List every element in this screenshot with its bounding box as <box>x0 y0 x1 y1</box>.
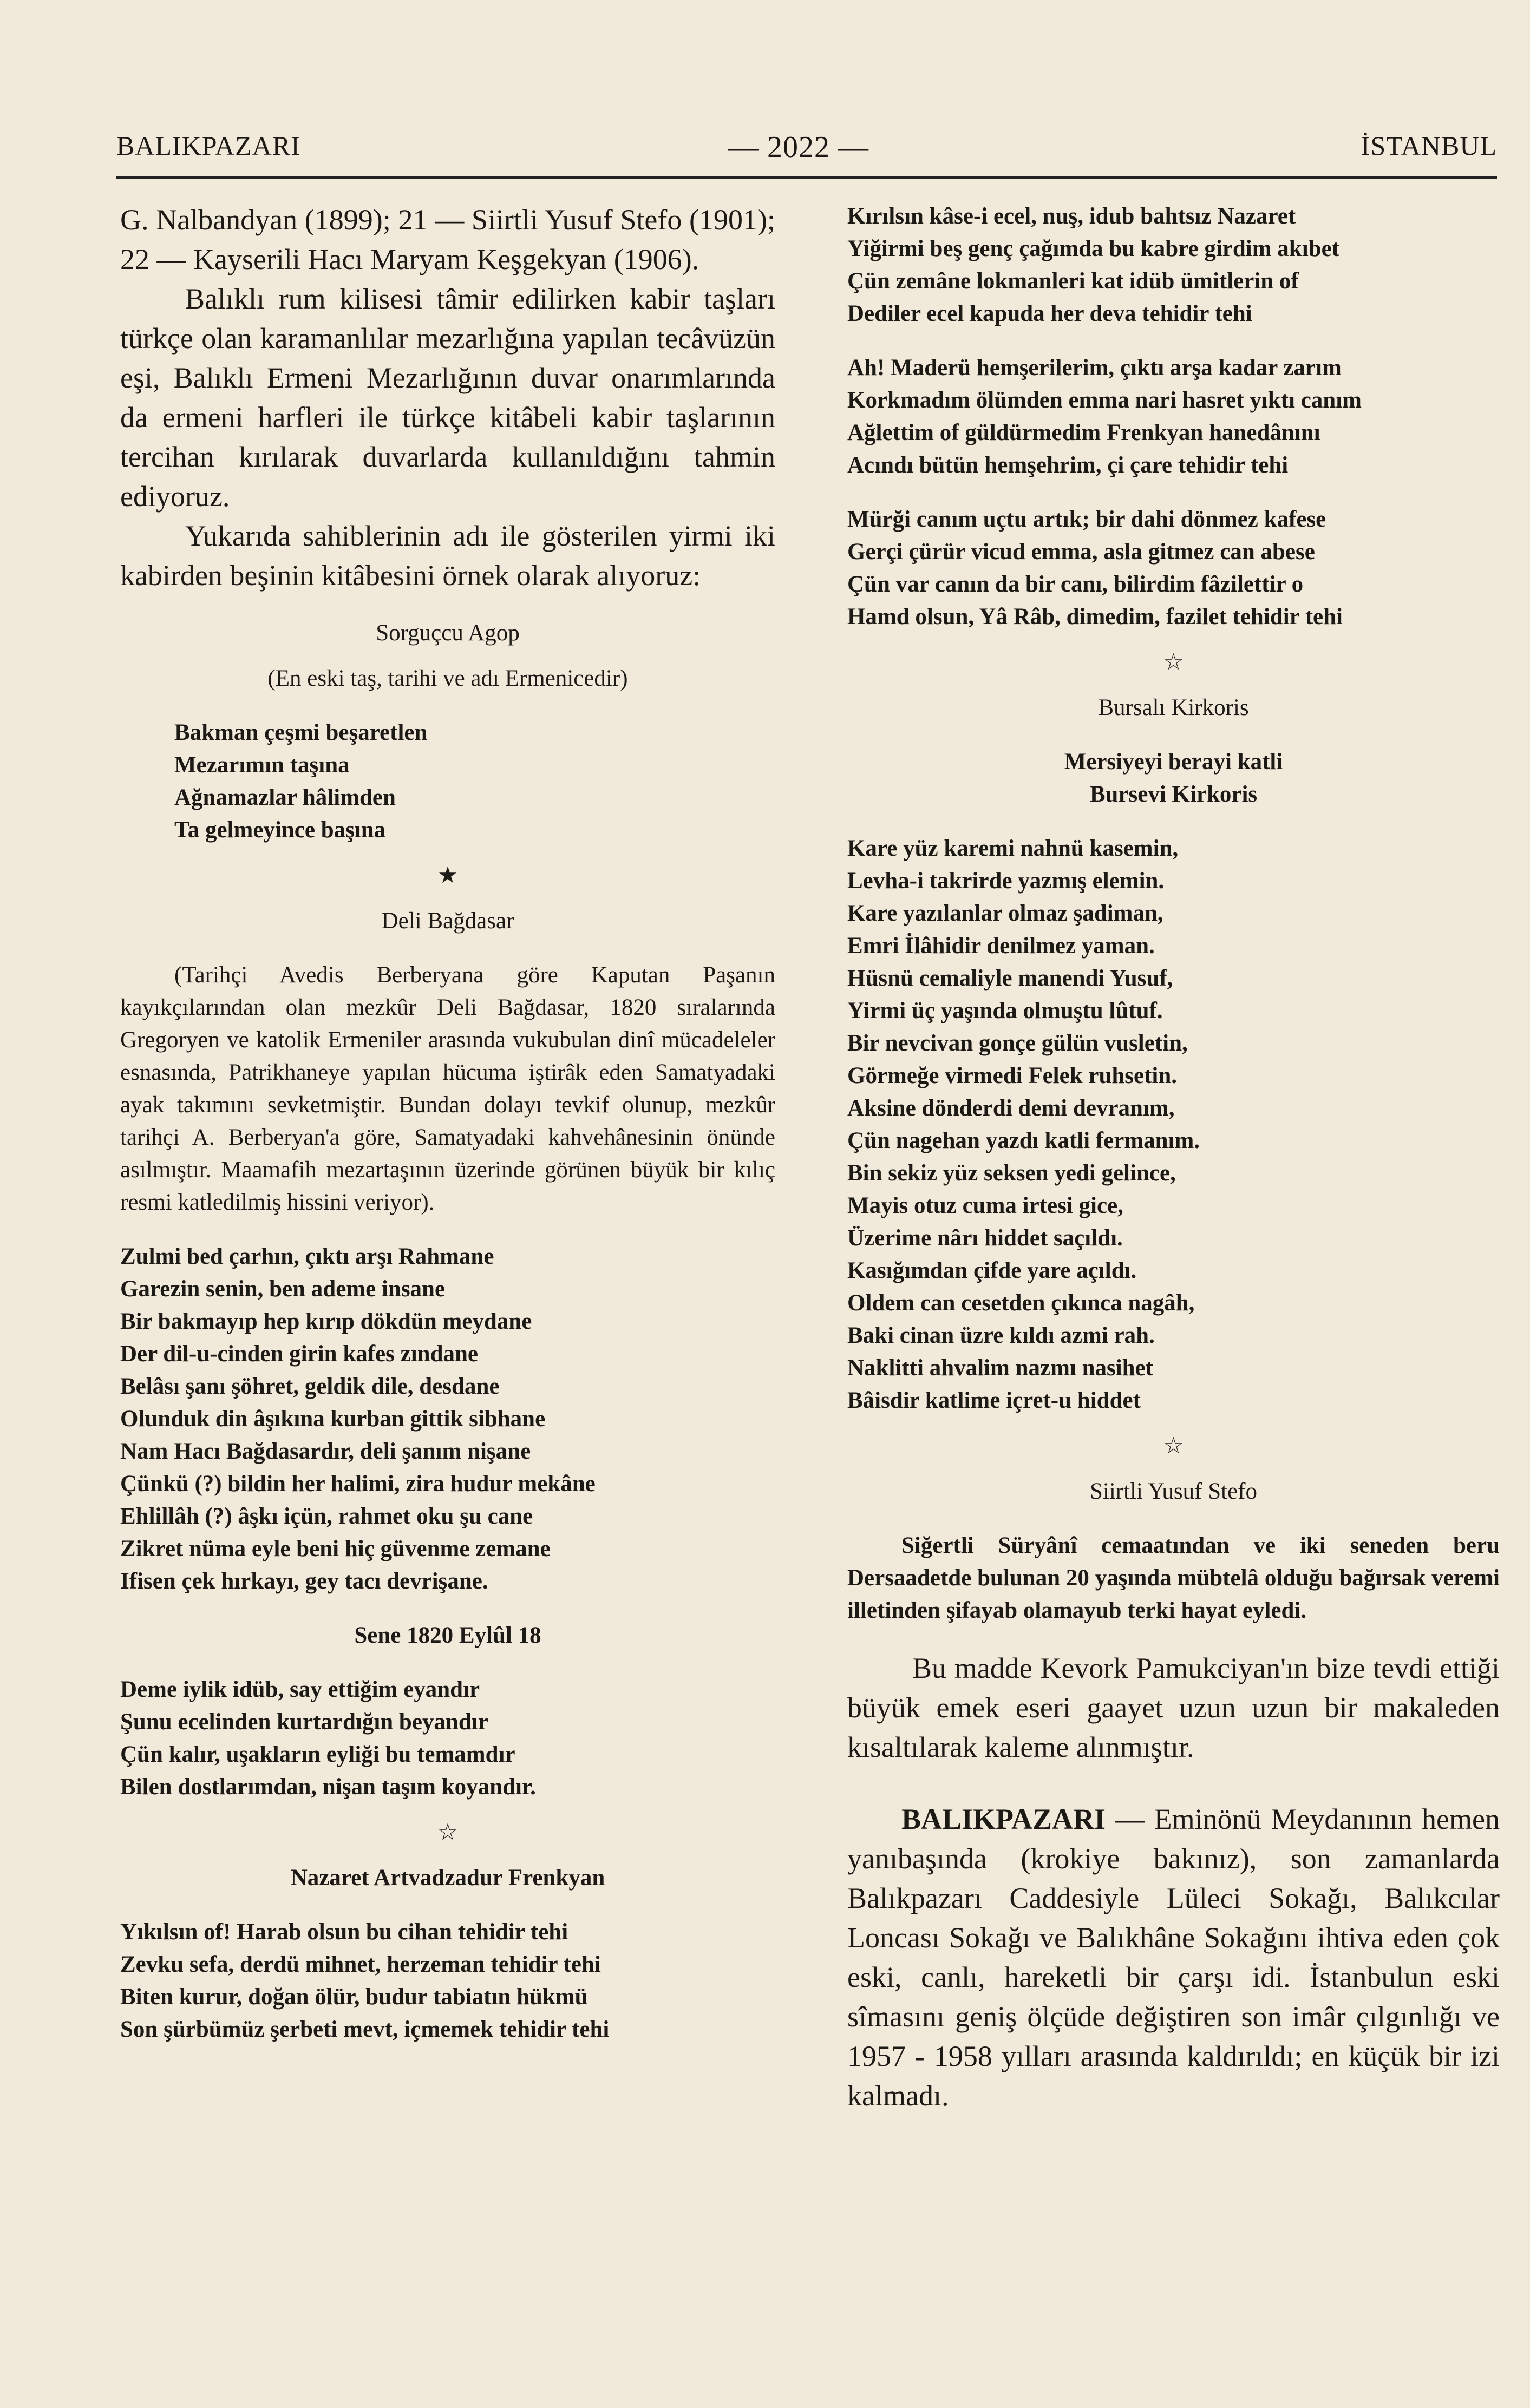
poem-line: Ta gelmeyince başına <box>174 817 386 843</box>
poem-line: Korkmadım ölümden emma nari hasret yıktı canım <box>847 388 1362 413</box>
poem-line: Naklitti ahvalim nazmı nasihet <box>847 1355 1154 1381</box>
deli-note: (Tarihçi Avedis Berberyana göre Kaputan Paşanın kayıkçılarından olan mezkûr Deli Bağdasar, 1820 sıralarında Gregoryen ve katolik Ermeniler arasında vukubulan dinî mücadeleler esnasında, Patrikhaneye yapılan hücuma iştirâk eden Samatyadaki ayak takımını sevketmiştir. Bundan dolayı tevkif olunup, mezkûr tarihçi A. Berberyan'a göre, Samatyadaki kahvehânesinin önünde asılmıştır. Maamafih mezartaşının üzerinde görünen büyük bir kılıç resmi katledilmiş hissini veriyor). <box>120 962 775 1215</box>
poem-line: Mezarımın taşına <box>174 752 350 778</box>
poem-line: Biten kurur, doğan ölür, budur tabiatın hükmü <box>120 1984 588 2010</box>
poem-line: Gerçi çürür vicud emma, asla gitmez can abese <box>847 539 1315 565</box>
poem-line: Kırılsın kâse-i ecel, nuş, idub bahtsız Nazaret <box>847 204 1296 229</box>
poem-line: Ağlettim of güldürmedim Frenkyan hanedânını <box>847 420 1320 445</box>
poem-line: Zevku sefa, derdü mihnet, herzeman tehidir tehi <box>120 1952 601 1977</box>
paragraph-1: Balıklı rum kilisesi tâmir edilirken kabir taşları türkçe olan karamanlılar mezarlığına yapılan tecâvüzün eşi, Balıklı Ermeni Mezarlığının duvar onarımlarında da ermeni harfleri ile türkçe kitâbeli kabir taşlarının tercihan kırılarak duvarlarda kullanıldığını tahmin ediyoruz. <box>120 283 775 513</box>
poem-line: Oldem can cesetden çıkınca nagâh, <box>847 1290 1195 1316</box>
poem-line: Aksine dönderdi demi devranım, <box>847 1095 1175 1121</box>
poem-line: Kare yüz karemi nahnü kasemin, <box>847 836 1179 861</box>
entry-headword: BALIKPAZARI <box>901 1803 1106 1835</box>
poem-line: Ah! Maderü hemşerilerim, çıktı arşa kadar zarım <box>847 355 1342 380</box>
bursali-poem <box>847 832 1500 1417</box>
poem-line: Kare yazılanlar olmaz şadiman, <box>847 901 1163 926</box>
star-icon: ☆ <box>437 1820 458 1845</box>
paragraph-2: Yukarıda sahiblerinin adı ile gösterilen yirmi iki kabirden beşinin kitâbesini örnek olarak alıyoruz: <box>120 520 775 592</box>
entry-paragraph <box>847 1800 1500 2116</box>
star-icon: ★ <box>437 863 458 888</box>
star-icon: ☆ <box>1163 1434 1184 1459</box>
poem-line: Bir nevcivan gonçe gülün vusletin, <box>847 1031 1188 1056</box>
poem-line: Son şürbümüz şerbeti mevt, içmemek tehidir tehi <box>120 2017 610 2042</box>
nazaret-poem-stanza-2 <box>847 200 1500 330</box>
sorgucu-note: (En eski taş, tarihi ve adı Ermenicedir) <box>267 666 628 691</box>
entry-body: — Eminönü Meydanının hemen yanıbaşında (krokiye bakınız), son zamanlarda Balıkpazarı Caddesiyle Lüleci Sokağı, Balıkcılar Loncası Sokağı ve Balıkhâne Sokağını ihtiva eden çok eski, canlı, hareketli bir çarşı idi. İstanbulun eski sîmasını geniş ölçüde değiştiren son imâr çılgınlığı ve 1957 - 1958 yılları arasında kaldırıldı; en küçük bir izi kalmadı. <box>847 1803 1500 2112</box>
poem-line: Belâsı şanı şöhret, geldik dile, desdane <box>120 1374 500 1399</box>
poem-line: Mürği canım uçtu artık; bir dahi dönmez kafese <box>847 507 1326 532</box>
poem-line: Çün var canın da bir canı, bilirdim fâzilettir o <box>847 572 1304 597</box>
nazaret-title: Nazaret Artvadzadur Frenkyan <box>290 1865 605 1891</box>
poem-line: Ifisen çek hırkayı, gey tacı devrişane. <box>120 1569 488 1594</box>
poem-line: Üzerime nârı hiddet saçıldı. <box>847 1225 1123 1251</box>
poem-line: Ehlillâh (?) âşkı içün, rahmet oku şu cane <box>120 1504 533 1529</box>
poem-line: Ağnamazlar hâlimden <box>174 785 396 810</box>
poem-line: Yiğirmi beş genç çağımda bu kabre girdim akıbet <box>847 236 1339 261</box>
poem-line: Bâisdir katlime içret-u hiddet <box>847 1388 1141 1413</box>
credit-note: Bu madde Kevork Pamukciyan'ın bize tevdi ettiği büyük emek eseri gaayet uzun uzun bir makaleden kısaltılarak kaleme alınmıştır. <box>847 1652 1500 1763</box>
bursali-subtitle-2: Bursevi Kirkoris <box>1089 782 1258 807</box>
poem-line: Bin sekiz yüz seksen yedi gelince, <box>847 1160 1176 1186</box>
header-rule <box>116 176 1497 179</box>
poem-line: Bilen dostlarımdan, nişan taşım koyandır. <box>120 1774 536 1800</box>
poem-line: Levha-i takrirde yazmış elemin. <box>847 868 1165 894</box>
poem-line: Acındı bütün hemşehrim, çi çare tehidir tehi <box>847 452 1289 478</box>
poem-line: Çün zemâne lokmanleri kat idüb ümitlerin of <box>847 268 1299 294</box>
nazaret-poem <box>120 1916 775 2046</box>
sorgucu-title: Sorguçcu Agop <box>376 620 520 646</box>
poem-line: Nam Hacı Bağdasardır, deli şanım nişane <box>120 1439 531 1464</box>
date-title: Sene 1820 Eylûl 18 <box>354 1623 541 1648</box>
header-book-title: İSTANBUL <box>1361 130 1497 161</box>
poem-line: Zulmi bed çarhın, çıktı arşı Rahmane <box>120 1244 494 1269</box>
poem-line: Olunduk din âşıkına kurban gittik sibhane <box>120 1406 546 1432</box>
poem-line: Çün nagehan yazdı katli fermanım. <box>847 1128 1200 1153</box>
poem-line: Dediler ecel kapuda her deva tehidir tehi <box>847 301 1252 326</box>
siirtli-title: Siirtli Yusuf Stefo <box>1090 1479 1257 1504</box>
poem-line: Bir bakmayıp hep kırıp dökdün meydane <box>120 1309 532 1334</box>
poem-line: Şunu ecelinden kurtardığın beyandır <box>120 1709 488 1735</box>
bursali-subtitle-1: Mersiyeyi berayi katli <box>1064 749 1283 775</box>
intro-text: G. Nalbandyan (1899); 21 — Siirtli Yusuf Stefo (1901); 22 — Kayserili Hacı Maryam Keşgekyan (1906). <box>120 204 775 275</box>
siirtli-text: Siğertli Süryânî cemaatından ve iki seneden beru Dersaadetde bulunan 20 yaşında mübtelâ olduğu bağırsak veremi illetinden şifayab olamayub terki hayat eyledi. <box>847 1533 1500 1623</box>
page-header <box>116 130 1497 173</box>
bursali-title: Bursalı Kirkoris <box>1098 695 1249 720</box>
poem-line: Baki cinan üzre kıldı azmi rah. <box>847 1323 1155 1348</box>
nazaret-poem-stanza-3 <box>847 352 1500 482</box>
poem-line: Yirmi üç yaşında olmuştu lûtuf. <box>847 998 1163 1023</box>
poem-line: Bakman çeşmi beşaretlen <box>174 720 428 745</box>
poem-line: Çünkü (?) bildin her halimi, zira hudur mekâne <box>120 1471 596 1497</box>
date-poem <box>120 1674 775 1803</box>
poem-line: Zikret nüma eyle beni hiç güvenme zemane <box>120 1536 551 1561</box>
poem-line: Mayis otuz cuma irtesi gice, <box>847 1193 1123 1218</box>
poem-line: Görmeğe virmedi Felek ruhsetin. <box>847 1063 1178 1088</box>
page-number: — 2022 — <box>728 130 869 164</box>
poem-line: Çün kalır, uşakların eyliği bu temamdır <box>120 1742 515 1767</box>
poem-line: Garezin senin, ben ademe insane <box>120 1276 446 1302</box>
deli-title: Deli Bağdasar <box>381 908 514 934</box>
deli-poem <box>120 1241 775 1598</box>
star-icon: ☆ <box>1163 650 1184 675</box>
poem-line: Kasığımdan çifde yare açıldı. <box>847 1258 1137 1283</box>
right-column <box>847 200 1500 2116</box>
left-column <box>120 200 775 2046</box>
poem-line: Der dil-u-cinden girin kafes zındane <box>120 1341 478 1367</box>
nazaret-poem-stanza-4 <box>847 503 1500 633</box>
poem-line: Hamd olsun, Yâ Râb, dimedim, fazilet tehidir tehi <box>847 604 1343 629</box>
poem-line: Deme iylik idüb, say ettiğim eyandır <box>120 1677 480 1702</box>
poem-line: Emri İlâhidir denilmez yaman. <box>847 933 1155 959</box>
header-section-title: BALIKPAZARI <box>116 130 300 161</box>
sorgucu-poem <box>120 717 775 847</box>
poem-line: Hüsnü cemaliyle manendi Yusuf, <box>847 966 1173 991</box>
poem-line: Yıkılsın of! Harab olsun bu cihan tehidir tehi <box>120 1919 568 1945</box>
